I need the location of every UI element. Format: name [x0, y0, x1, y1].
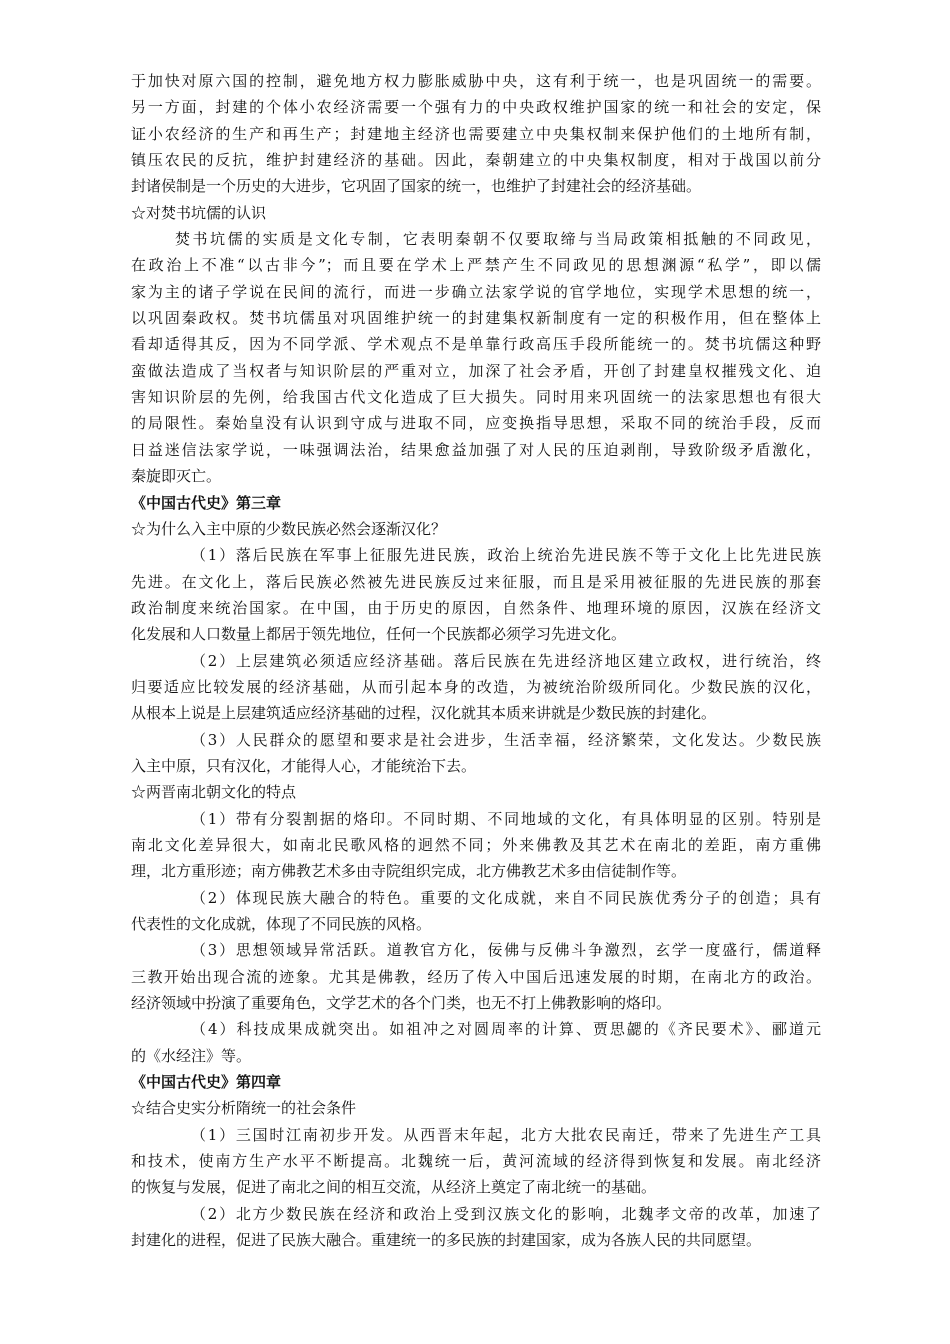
text-line: 代表性的文化成就，体现了不同民族的风格。 [131, 915, 432, 933]
paragraph-hanhua-1 [131, 542, 821, 647]
paragraph-sui-1 [131, 1122, 821, 1201]
text-line: （2）北方少数民族在经济和政治上受到汉族文化的影响，北魏孝文帝的改革，加速了 [191, 1204, 821, 1223]
text-line: 镇压农民的反抗，维护封建经济的基础。因此，秦朝建立的中央集权制度，相对于战国以前分 [131, 151, 821, 170]
text-line: 入主中原，只有汉化，才能得人心，才能统治下去。 [131, 756, 477, 775]
paragraph-nanbei-3 [131, 937, 821, 1016]
paragraph-hanhua-2 [131, 648, 821, 727]
subheading-fenshu: ☆对焚书坑儒的认识 [131, 203, 267, 222]
paragraph-qin-centralization [131, 68, 821, 200]
text-line: 的《水经注》等。 [131, 1046, 252, 1065]
text-line: 政治制度来统治国家。在中国，由于历史的原因，自然条件、地理环境的原因，汉族在经济文 [131, 598, 821, 617]
text-line: 蛮做法造成了当权者与知识阶层的严重对立，加深了社会矛盾，开创了封建皇权摧残文化、迫 [131, 361, 821, 380]
text-line: 害知识阶层的先例，给我国古代文化造成了巨大损失。同时用来巩固统一的法家思想也有很大 [131, 388, 821, 407]
text-line: 理，北方重形迹；南方佛教艺术多由寺院组织完成，北方佛教艺术多由信徒制作等。 [131, 862, 687, 881]
text-line: （2）体现民族大融合的特色。重要的文化成就，来自不同民族优秀分子的创造；具有 [191, 888, 821, 907]
text-line: 日益迷信法家学说，一味强调法治，结果愈益加强了对人民的压迫剥削，导致阶级矛盾激化， [131, 440, 821, 459]
text-line: （1）带有分裂割据的烙印。不同时期、不同地域的文化，有具体明显的区别。特别是 [191, 809, 821, 828]
text-line: 的恢复与发展，促进了南北之间的相互交流，从经济上奠定了南北统一的基础。 [131, 1178, 657, 1197]
text-line: （1）三国时江南初步开发。从西晋末年起，北方大批农民南迁，带来了先进生产工具 [191, 1125, 821, 1144]
text-line: 三教开始出现合流的迹象。尤其是佛教，经历了传入中国后迅速发展的时期，在南北方的政治。 [131, 967, 821, 986]
paragraph-fenshu [131, 226, 821, 489]
text-line: 家为主的诸子学说在民间的流行，而进一步确立法家学说的官学地位，实现学术思想的统一， [131, 282, 821, 301]
text-line: 在政治上不准“以古非今”；而且要在学术上严禁产生不同政见的思想渊源“私学”，即以儒 [131, 256, 821, 275]
text-line: 封建化的进程，促进了民族大融合。重建统一的多民族的封建国家，成为各族人民的共同愿望。 [131, 1231, 762, 1250]
text-line: （3）思想领域异常活跃。道教官方化，佞佛与反佛斗争激烈，玄学一度盛行，儒道释 [191, 941, 821, 960]
subheading-hanhua: ☆为什么入主中原的少数民族必然会逐渐汉化？ [131, 519, 447, 538]
text-line: 归要适应比较发展的经济基础，从而引起本身的改造，为被统治阶级所同化。少数民族的汉化， [131, 677, 821, 696]
document-page [131, 68, 821, 1253]
text-line: （1）落后民族在军事上征服先进民族，政治上统治先进民族不等于文化上比先进民族 [191, 546, 821, 565]
text-line: （3）人民群众的愿望和要求是社会进步，生活幸福，经济繁荣，文化发达。少数民族 [191, 730, 821, 749]
text-line: 封诸侯制是一个历史的大进步，它巩固了国家的统一，也维护了封建社会的经济基础。 [131, 177, 702, 196]
text-line: 和技术，使南方生产水平不断提高。北魏统一后，黄河流域的经济得到恢复和发展。南北经济 [131, 1152, 821, 1171]
text-line: 的局限性。秦始皇没有认识到守成与进取不同，应变换指导思想，采取不同的统治手段，反而 [131, 414, 821, 433]
subheading-nanbei: ☆两晋南北朝文化的特点 [131, 783, 297, 802]
text-line: 南北文化差异很大，如南北民歌风格的迥然不同；外来佛教及其艺术在南北的差距，南方重佛 [131, 835, 821, 854]
text-line: （2）上层建筑必须适应经济基础。落后民族在先进经济地区建立政权，进行统治，终 [191, 651, 821, 670]
paragraph-nanbei-2 [131, 885, 821, 938]
text-line: 经济领域中扮演了重要角色，文学艺术的各个门类，也无不打上佛教影响的烙印。 [131, 994, 672, 1013]
text-line: 另一方面，封建的个体小农经济需要一个强有力的中央政权维护国家的统一和社会的安定，保 [131, 98, 821, 117]
text-line: （4）科技成果成就突出。如祖冲之对圆周率的计算、贾思勰的《齐民要术》、郦道元 [191, 1020, 821, 1039]
text-line: 看却适得其反，因为不同学派、学术观点不是单靠行政高压手段所能统一的。焚书坑儒这种野 [131, 335, 821, 354]
text-line: 焚书坑儒的实质是文化专制，它表明秦朝不仅要取缔与当局政策相抵触的不同政见， [175, 230, 821, 249]
paragraph-hanhua-3 [131, 727, 821, 780]
text-line: 化发展和人口数量上都居于领先地位，任何一个民族都必须学习先进文化。 [131, 625, 627, 644]
chapter-heading-4: 《中国古代史》第四章 [131, 1073, 282, 1092]
text-line: 从根本上说是上层建筑适应经济基础的过程，汉化就其本质来讲就是少数民族的封建化。 [131, 704, 717, 723]
paragraph-sui-2 [131, 1201, 821, 1254]
subheading-sui: ☆结合史实分析隋统一的社会条件 [131, 1099, 357, 1118]
paragraph-nanbei-1 [131, 806, 821, 885]
text-line: 先进。在文化上，落后民族必然被先进民族反过来征服，而且是采用被征服的先进民族的那套 [131, 572, 821, 591]
paragraph-nanbei-4 [131, 1016, 821, 1069]
text-line: 秦旋即灭亡。 [131, 467, 222, 486]
chapter-heading-3: 《中国古代史》第三章 [131, 493, 282, 512]
text-line: 于加快对原六国的控制，避免地方权力膨胀威胁中央，这有利于统一，也是巩固统一的需要。 [131, 72, 821, 90]
text-line: 以巩固秦政权。焚书坑儒虽对巩固维护统一的封建集权新制度有一定的积极作用，但在整体上 [131, 309, 821, 328]
text-line: 证小农经济的生产和再生产；封建地主经济也需要建立中央集权制来保护他们的土地所有制， [131, 124, 821, 143]
